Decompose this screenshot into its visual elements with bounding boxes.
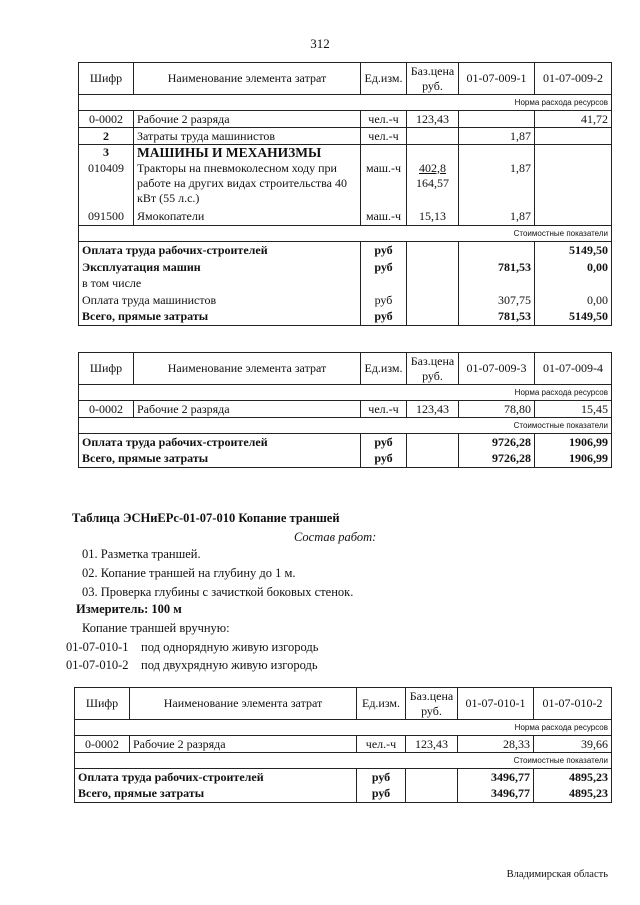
measure-label: Измеритель: 100 м	[76, 602, 182, 616]
norm-label: Норма расхода ресурсов	[75, 720, 612, 736]
footer-region: Владимирская область	[506, 869, 608, 880]
page-number: 312	[310, 36, 330, 51]
cost-row: Оплата труда рабочих-строителей руб 5149,50	[79, 242, 612, 259]
cost-row: Оплата труда рабочих-строителей руб 3496,77 4895,23	[75, 769, 612, 786]
section-subtitle: Копание траншей вручную:	[82, 621, 230, 635]
header-name: Наименование элемента затрат	[130, 688, 357, 720]
table-row: 091500 Ямокопатели маш.-ч 15,13 1,87	[79, 209, 612, 226]
cost-row: в том числе	[79, 276, 612, 292]
price-value: 402,8	[419, 160, 446, 175]
cost-row: Оплата труда машинистов руб 307,75 0,00	[79, 292, 612, 309]
price-value-secondary: 164,57	[416, 175, 449, 190]
work-heading: Состав работ:	[294, 530, 377, 544]
header-col-1: 01-07-009-3	[459, 353, 535, 385]
table-row: 010409 Тракторы на пневмоколесном ходу при работе на других видах строительства 40 кВт (55 л.с.) маш.-ч 402,8 164,57 1,87	[79, 161, 612, 209]
resource-table-1	[78, 62, 612, 326]
item-code: 01-07-010-2	[66, 658, 129, 672]
header-unit: Ед.изм.	[357, 688, 406, 720]
cost-label: Стоимостные показатели	[79, 226, 612, 242]
item-text: под двухрядную живую изгородь	[141, 658, 318, 672]
header-col-1: 01-07-010-1	[458, 688, 534, 720]
norm-label: Норма расхода ресурсов	[79, 95, 612, 111]
header-code: Шифр	[75, 688, 130, 720]
cost-row: Всего, прямые затраты руб 781,53 5149,50	[79, 309, 612, 326]
resource-table-3	[74, 687, 612, 803]
header-name: Наименование элемента затрат	[134, 63, 361, 95]
table-row: 0-0002 Рабочие 2 разряда чел.-ч 123,43 78,80 15,45	[79, 401, 612, 418]
table-row: 0-0002 Рабочие 2 разряда чел.-ч 123,43 28,33 39,66	[75, 736, 612, 753]
resource-table-2	[78, 352, 612, 468]
cost-label: Стоимостные показатели	[75, 753, 612, 769]
header-code: Шифр	[79, 353, 134, 385]
header-col-2: 01-07-010-2	[534, 688, 612, 720]
norm-label: Норма расхода ресурсов	[79, 385, 612, 401]
header-col-1: 01-07-009-1	[459, 63, 535, 95]
cost-row: Всего, прямые затраты руб 3496,77 4895,23	[75, 786, 612, 803]
header-col-2: 01-07-009-2	[535, 63, 612, 95]
item-code: 01-07-010-1	[66, 640, 129, 654]
item-text: под однорядную живую изгородь	[141, 640, 319, 654]
header-col-2: 01-07-009-4	[535, 353, 612, 385]
table-row: 3 МАШИНЫ И МЕХАНИЗМЫ	[79, 145, 612, 161]
cost-label: Стоимостные показатели	[79, 418, 612, 434]
section-title: Таблица ЭСНиЕРс-01-07-010 Копание траншей	[72, 511, 340, 525]
header-base-price: Баз.цена руб.	[407, 63, 459, 95]
table-row: 2 Затраты труда машинистов чел.-ч 1,87	[79, 128, 612, 145]
table-row: 0-0002 Рабочие 2 разряда чел.-ч 123,43 41,72	[79, 111, 612, 128]
work-step: 02. Копание траншей на глубину до 1 м.	[82, 566, 296, 580]
header-unit: Ед.изм.	[361, 63, 407, 95]
work-step: 01. Разметка траншей.	[82, 547, 201, 561]
header-unit: Ед.изм.	[361, 353, 407, 385]
header-base-price: Баз.цена руб.	[406, 688, 458, 720]
work-step: 03. Проверка глубины с зачисткой боковых стенок.	[82, 585, 354, 599]
cost-row: Эксплуатация машин руб 781,53 0,00	[79, 259, 612, 276]
header-name: Наименование элемента затрат	[134, 353, 361, 385]
cost-row: Оплата труда рабочих-строителей руб 9726,28 1906,99	[79, 434, 612, 451]
cost-row: Всего, прямые затраты руб 9726,28 1906,99	[79, 451, 612, 468]
header-base-price: Баз.цена руб.	[407, 353, 459, 385]
header-code: Шифр	[79, 63, 134, 95]
